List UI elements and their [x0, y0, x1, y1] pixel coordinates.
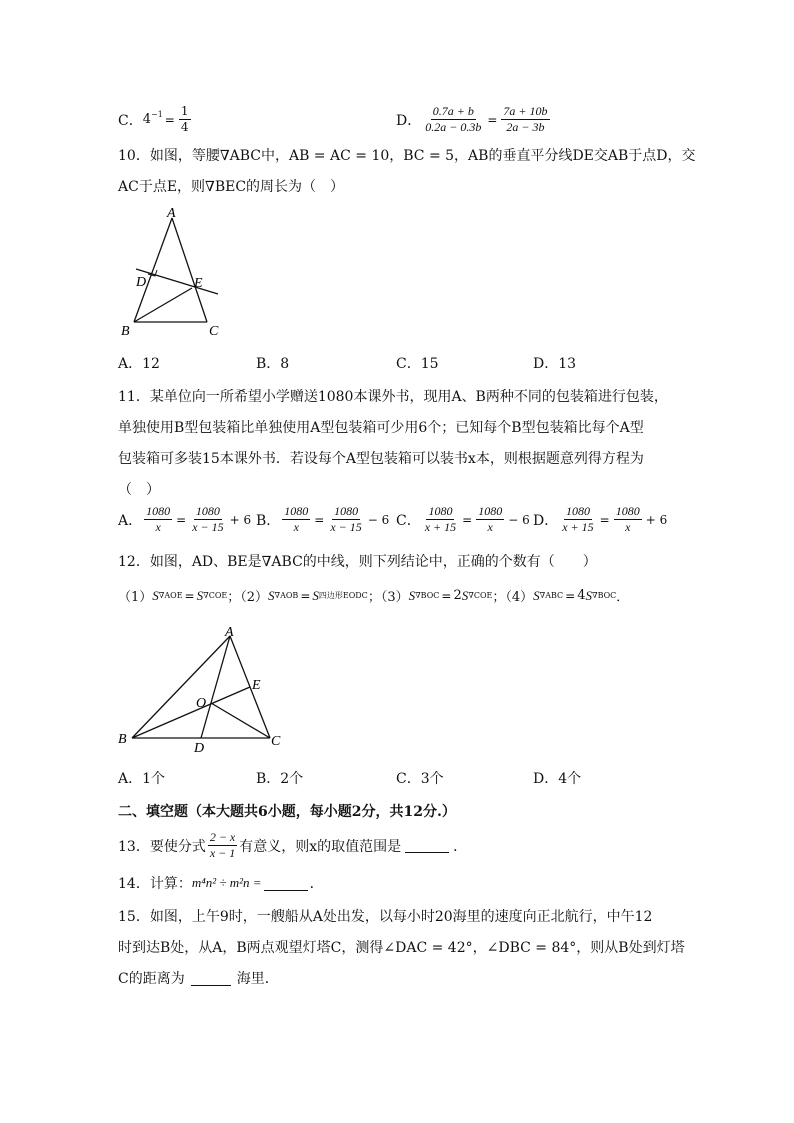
q11-option-c-frac2: $\frac{1080}{x}$ [478, 504, 503, 534]
q10-label-a: A [167, 206, 176, 221]
q9-option-c-base: 4 [142, 112, 151, 127]
q12-label-e: E [252, 678, 261, 693]
q12-s2-left-sub: ∇AOB [274, 591, 299, 600]
q12-median-be [132, 687, 250, 738]
q11-option-c-label: C． [396, 512, 421, 529]
q11-option-c-tail: − 6 [508, 512, 530, 527]
q14-text-end: ． [309, 876, 324, 892]
q12-statement3-label: ；（3） [367, 590, 409, 605]
q11-option-d[interactable]: D． $\frac{1080}{x + 15}$ = $\frac{1080}{x}$ + 6 [533, 504, 668, 534]
q12-option-a[interactable]: A．1个 [118, 771, 166, 787]
q14-expression: m⁴n² ÷ m²n = [191, 875, 262, 890]
q9-option-c[interactable]: C． 4 −1 = $\frac{1}{4}$ [118, 104, 189, 134]
q11-option-a-tail: + 6 [229, 512, 252, 527]
q12-s4-right-sub: ∇BOC [591, 591, 617, 600]
q12-label-c: C [271, 734, 281, 749]
q15-line3 [118, 968, 279, 988]
q11-option-a-frac2: $\frac{1080}{x - 15}$ [192, 504, 224, 534]
q10-triangle-figure [112, 200, 232, 345]
q12-option-d[interactable]: D．4个 [533, 771, 582, 787]
q10-label-e: E [194, 276, 203, 291]
section2-heading: 二、填空题（本大题共6小题，每小题2分，共12分.） [118, 804, 456, 820]
q11-option-b[interactable]: B． $\frac{1080}{x}$ = $\frac{1080}{x - 15}$ − 6 [256, 504, 390, 534]
q15-text-line3-pre: C的距离为 [118, 971, 185, 987]
q11-option-d-tail: + 6 [645, 512, 668, 527]
q11-option-a[interactable]: A． $\frac{1080}{x}$ = $\frac{1080}{x - 15}$ + 6 [118, 504, 252, 534]
q10-segment-be [134, 288, 192, 322]
q13-text-pre: 13．要使分式 [118, 838, 206, 855]
q9-option-c-fraction: $\frac{1}{4}$ [180, 104, 189, 134]
q11-text-line2: 单独使用B型包装箱比单独使用A型包装箱可少用6个；已知每个B型包装箱比每个A型 [118, 420, 644, 436]
q14-answer-blank[interactable] [264, 876, 308, 891]
q10-label-d: D [136, 275, 147, 290]
q12-option-c[interactable]: C．3个 [396, 771, 444, 787]
q11-option-b-frac2: $\frac{1080}{x - 15}$ [330, 504, 362, 534]
q14 [118, 873, 324, 893]
q12-statement1-label: （1） [118, 590, 153, 605]
q10-label-c: C [209, 324, 219, 339]
q11-option-a-frac1: $\frac{1080}{x}$ [146, 504, 171, 534]
q10-option-d[interactable]: D．13 [533, 356, 577, 372]
q10-text-line1: 10．如图，等腰∇ABC中，AB = AC = 10，BC = 5，AB的垂直平分线DE交AB于点D，交 [118, 148, 696, 164]
q13-fraction: $\frac{2 - x}{x - 1}$ [209, 830, 236, 860]
q12-s1-left-sub: ∇AOE [158, 591, 183, 600]
q12-statements-end: ． [616, 590, 630, 605]
q12-s4-left-sub: ∇ABC [539, 591, 564, 600]
q12-label-a: A [225, 625, 234, 640]
q10-text-line2: AC于点E，则∇BEC的周长为（ ） [118, 179, 345, 195]
q12-statement4-label: ；（4） [492, 590, 534, 605]
q12-label-b: B [118, 732, 127, 747]
q11-option-d-frac2: $\frac{1080}{x}$ [615, 504, 640, 534]
q12-s3-right-sub: ∇COE [468, 591, 493, 600]
q12-statement2-label: ；（2） [227, 590, 268, 605]
q10-side-ac [172, 218, 207, 322]
q11-option-b-label: B． [256, 512, 281, 529]
q11-option-c-frac1: $\frac{1080}{x + 15}$ [424, 504, 457, 534]
q11-option-d-frac1: $\frac{1080}{x + 15}$ [562, 504, 594, 534]
q12-s3-left-sub: ∇BOC [415, 591, 440, 600]
q11-text-line3: 包装箱可多装15本课外书．若设每个A型包装箱可以装书x本，则根据题意列得方程为 [118, 451, 644, 467]
q10-label-b: B [121, 324, 130, 339]
q11-option-c[interactable]: C． $\frac{1080}{x + 15}$ = $\frac{1080}{x}$ − 6 [396, 504, 530, 534]
q12-option-b[interactable]: B．2个 [256, 771, 304, 787]
q13-text-end: ． [453, 838, 468, 855]
q10-option-b[interactable]: B．8 [256, 356, 290, 372]
q11-text-line4: （ ） [118, 482, 160, 498]
q12-s3-coefficient: 2 [453, 588, 462, 603]
q11-option-b-tail: − 6 [367, 512, 390, 527]
q15-text-line2: 时到达B处，从A，B两点观望灯塔C，测得∠DAC = 42°，∠DBC = 84°，则从B处到灯塔 [118, 940, 685, 956]
q12-statements: （1） S ∇AOE = S ∇COE ；（2） S ∇AOB = S 四边形EODC ；（3） S ∇BOC = 2 S ∇COE ；（4） S ∇ABC = 4 S ∇BOC ． [118, 587, 630, 605]
q11-option-b-frac1: $\frac{1080}{x}$ [284, 504, 309, 534]
q15-answer-blank[interactable] [191, 971, 231, 986]
q13-text-post: 有意义，则x的取值范围是 [239, 838, 402, 855]
q9-option-d-right-fraction: $\frac{7a + 10b}{2a - 3b}$ [503, 104, 548, 134]
q15-text-line1: 15．如图，上午9时，一艘船从A处出发，以每小时20海里的速度向正北航行，中午12 [118, 909, 653, 925]
q11-text-line1: 11．某单位向一所希望小学赠送1080本课外书，现用A、B两种不同的包装箱进行包装， [118, 389, 668, 405]
q10-option-a[interactable]: A．12 [118, 356, 160, 372]
q12-triangle-figure [112, 618, 302, 758]
q9-option-d-label: D． [396, 112, 422, 129]
q10-option-c[interactable]: C．15 [396, 356, 439, 372]
q14-text-pre: 14．计算： [118, 876, 192, 892]
q11-option-a-label: A． [118, 512, 143, 529]
q12-s4-coefficient: 4 [577, 588, 586, 603]
q12-label-o: O [196, 696, 207, 711]
q9-option-c-exp: −1 [151, 110, 163, 119]
q12-text-line1: 12．如图，AD、BE是∇ABC的中线，则下列结论中，正确的个数有（ ） [118, 554, 597, 570]
q15-text-line3-post: 海里． [236, 971, 279, 987]
q12-s2-right-sub: 四边形EODC [318, 591, 368, 600]
q9-option-c-label: C． [118, 112, 143, 129]
q9-option-d[interactable]: D． $\frac{0.7a + b}{0.2a - 0.3b}$ = $\frac{7a + 10b}{2a - 3b}$ [396, 104, 548, 134]
q11-option-d-label: D． [533, 512, 559, 529]
q12-segment-oc [211, 703, 270, 738]
q9-option-d-left-fraction: $\frac{0.7a + b}{0.2a - 0.3b}$ [425, 104, 482, 134]
q13-answer-blank[interactable] [405, 838, 449, 853]
q12-label-d: D [194, 741, 205, 756]
q12-s1-right-sub: ∇COE [203, 591, 228, 600]
q13 [118, 830, 467, 861]
